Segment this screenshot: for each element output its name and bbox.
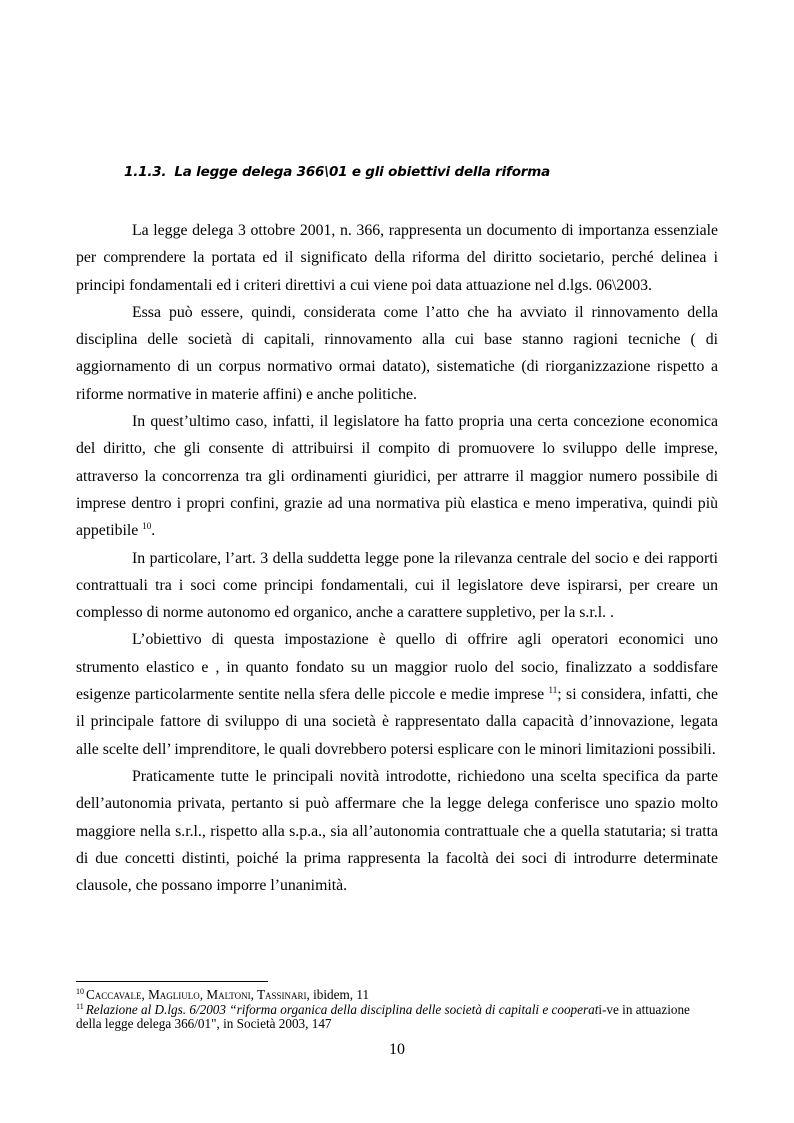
footnote-text: i-ve in attuazione della legge delega 366/01", in Società 2003, 147 bbox=[76, 1001, 690, 1032]
paragraph-text: . bbox=[151, 522, 156, 540]
footnote-title: Relazione al D.lgs. 6/2003 “riforma organica della disciplina delle società di capitali e cooperat bbox=[85, 1001, 599, 1017]
paragraph bbox=[76, 408, 718, 544]
footnote-text: , ibidem, 11 bbox=[306, 987, 370, 1002]
body-text bbox=[76, 217, 718, 899]
paragraph bbox=[76, 626, 718, 762]
footnote-authors: Caccavale, Magliulo, Maltoni, Tassinari bbox=[86, 987, 307, 1002]
section-number: 1.1.3. bbox=[124, 164, 167, 180]
footnote-mark: 10 bbox=[76, 987, 84, 996]
paragraph-text: ; si considera, infatti, che il principale fattore di sviluppo di una società è rappresentato dalla capacità d’innovazione, legata alle scelte dell’ imprenditore, le quali dovrebbero potersi esplicare con le minori limitazioni possibili. bbox=[76, 686, 718, 758]
footnote-separator bbox=[76, 981, 268, 982]
paragraph: In particolare, l’art. 3 della suddetta legge pone la rilevanza centrale del socio e dei rapporti contrattuali tra i soci come principi fondamentali, cui il legislatore deve ispirarsi, per creare un complesso di norme autonomo ed organico, anche a carattere suppletivo, per la s.r.l. . bbox=[76, 549, 718, 622]
section-title: La legge delega 366\01 e gli obiettivi della riforma bbox=[174, 164, 551, 180]
section-heading bbox=[124, 164, 550, 180]
footnotes bbox=[76, 988, 718, 1032]
paragraph-text: L’obiettivo di questa impostazione è quello di offrire agli operatori economici uno strumento elastico e , in quanto fondato su un maggior ruolo del socio, finalizzato a soddisfare esigenze particolarmente sentite nella sfera delle piccole e medie imprese bbox=[76, 631, 718, 704]
paragraph: La legge delega 3 ottobre 2001, n. 366, rappresenta un documento di importanza essenziale per comprendere la portata ed il significato della riforma del diritto societario, perché delinea i principi fondamentali ed i criteri direttivi a cui viene poi data attuazione nel d.lgs. 06\2003. bbox=[76, 222, 718, 294]
paragraph-text: In quest’ultimo caso, infatti, il legislatore ha fatto propria una certa concezione economica del diritto, che gli consente di attribuirsi il compito di promuovere lo sviluppo delle imprese, attraverso la concorrenza tra gli ordinamenti giuridici, per attrarre il maggior numero possibile di imprese dentro i propri confini, grazie ad una normativa più elastica e meno imperativa, quindi più appetibile bbox=[76, 413, 718, 540]
page-number: 10 bbox=[389, 1041, 405, 1058]
footnote-reference: 10 bbox=[142, 521, 152, 532]
footnote bbox=[76, 988, 718, 1003]
footnote bbox=[76, 1003, 718, 1032]
footnote-mark: 11 bbox=[76, 1001, 84, 1011]
footnote-reference: 11 bbox=[548, 685, 558, 696]
paragraph: Praticamente tutte le principali novità introdotte, richiedono una scelta specifica da parte dell’autonomia privata, pertanto si può affermare che la legge delega conferisce uno spazio molto maggiore nella s.r.l., rispetto alla s.p.a., sia all’autonomia contrattuale che a quella statutaria; si tratta di due concetti distinti, poiché la prima rappresenta la facoltà dei soci di introdurre determinate clausole, che possano imporre l’unanimità. bbox=[76, 767, 718, 895]
paragraph: Essa può essere, quindi, considerata come l’atto che ha avviato il rinnovamento della disciplina delle società di capitali, rinnovamento alla cui base stanno ragioni tecniche ( di aggiornamento di un corpus normativo ormai datato), sistematiche (di riorganizzazione rispetto a riforme normative in materie affini) e anche politiche. bbox=[76, 303, 718, 403]
